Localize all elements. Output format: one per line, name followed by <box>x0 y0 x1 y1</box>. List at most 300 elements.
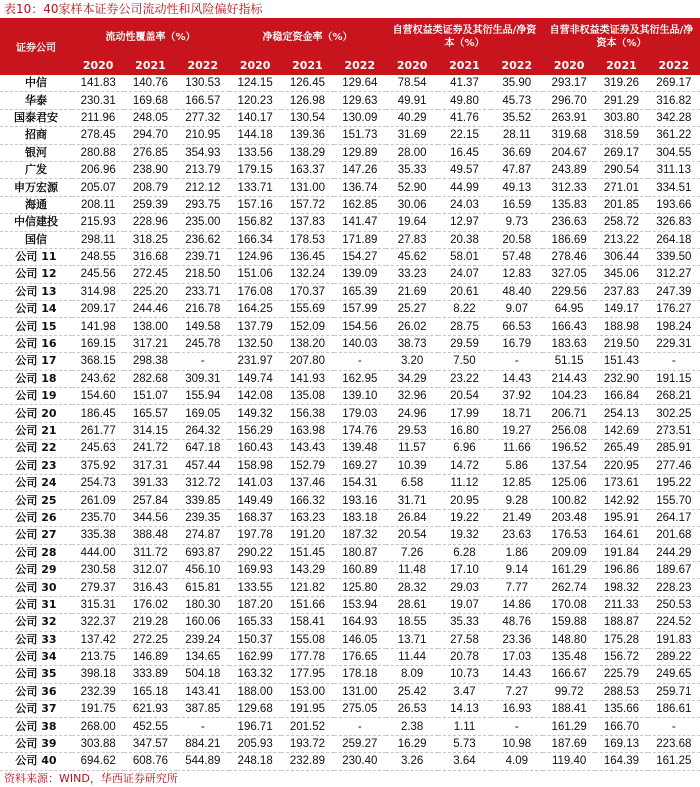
company-name: 申万宏源 <box>0 179 72 196</box>
table-cell: 229.31 <box>648 335 700 352</box>
table-cell: 45.73 <box>491 92 543 109</box>
table-cell: 136.74 <box>334 179 386 196</box>
table-cell: 133.56 <box>229 144 281 161</box>
year-header: 2022 <box>177 56 229 75</box>
table-cell: 136.45 <box>281 248 333 265</box>
table-cell: 165.33 <box>229 614 281 631</box>
company-name: 公司 32 <box>0 614 72 631</box>
table-cell: 318.59 <box>595 127 647 144</box>
table-cell: 319.68 <box>543 127 595 144</box>
table-cell: 387.85 <box>177 701 229 718</box>
company-name: 公司 33 <box>0 631 72 648</box>
table-cell: 243.62 <box>72 370 124 387</box>
company-name: 公司 38 <box>0 718 72 735</box>
table-cell: 155.08 <box>281 631 333 648</box>
table-cell: 129.89 <box>334 144 386 161</box>
table-cell: 135.83 <box>543 196 595 213</box>
table-cell: 188.98 <box>595 318 647 335</box>
table-cell: 230.40 <box>334 753 386 770</box>
table-cell: 261.77 <box>72 422 124 439</box>
table-cell: 239.24 <box>177 631 229 648</box>
table-cell: 214.43 <box>543 370 595 387</box>
company-name: 公司 29 <box>0 561 72 578</box>
table-cell: 280.88 <box>72 144 124 161</box>
company-name: 公司 13 <box>0 283 72 300</box>
table-cell: 314.98 <box>72 283 124 300</box>
table-cell: 3.26 <box>386 753 438 770</box>
table-cell: 261.09 <box>72 492 124 509</box>
table-row <box>0 422 700 439</box>
table-cell: 20.54 <box>438 388 490 405</box>
table-cell: 26.53 <box>386 701 438 718</box>
table-cell: 45.62 <box>386 248 438 265</box>
table-cell: 169.68 <box>124 92 176 109</box>
table-cell: 608.76 <box>124 753 176 770</box>
table-cell: 130.09 <box>334 109 386 126</box>
table-cell: 179.15 <box>229 161 281 178</box>
table-cell: 150.37 <box>229 631 281 648</box>
group-header-nonequity-ratio: 自营非权益类证券及其衍生品/净资本（%） <box>543 18 700 56</box>
table-cell: 166.32 <box>281 492 333 509</box>
table-cell: 254.73 <box>72 474 124 491</box>
year-header: 2020 <box>229 56 281 75</box>
table-cell: 178.18 <box>334 666 386 683</box>
table-cell: 155.70 <box>648 492 700 509</box>
table-cell: 17.10 <box>438 561 490 578</box>
table-cell: 175.28 <box>595 631 647 648</box>
table-cell: 140.03 <box>334 335 386 352</box>
table-cell: 23.36 <box>491 631 543 648</box>
table-cell: 164.39 <box>595 753 647 770</box>
company-name: 公司 25 <box>0 492 72 509</box>
table-cell: 186.45 <box>72 405 124 422</box>
group-header-equity-ratio: 自营权益类证券及其衍生品/净资本（%） <box>386 18 543 56</box>
table-cell: 456.10 <box>177 561 229 578</box>
table-cell: 161.29 <box>543 718 595 735</box>
table-cell: 20.54 <box>386 527 438 544</box>
table-cell: 126.45 <box>281 75 333 92</box>
table-cell: 169.27 <box>334 457 386 474</box>
table-cell: 66.53 <box>491 318 543 335</box>
table-cell: 49.13 <box>491 179 543 196</box>
table-cell: 316.68 <box>124 248 176 265</box>
table-cell: 191.75 <box>72 701 124 718</box>
table-cell: 615.81 <box>177 579 229 596</box>
table-cell: 159.88 <box>543 614 595 631</box>
table-cell: 16.59 <box>491 196 543 213</box>
table-cell: 269.17 <box>648 75 700 92</box>
table-row <box>0 544 700 561</box>
table-cell: 137.42 <box>72 631 124 648</box>
company-name: 公司 19 <box>0 388 72 405</box>
table-cell: 196.71 <box>229 718 281 735</box>
table-cell: 177.78 <box>281 648 333 665</box>
table-cell: 141.47 <box>334 214 386 231</box>
table-row <box>0 735 700 752</box>
table-cell: 132.24 <box>281 266 333 283</box>
table-cell: 203.48 <box>543 509 595 526</box>
table-cell: 22.15 <box>438 127 490 144</box>
table-cell: 52.90 <box>386 179 438 196</box>
table-cell: 20.78 <box>438 648 490 665</box>
table-cell: 143.43 <box>281 440 333 457</box>
table-cell: 211.33 <box>595 596 647 613</box>
table-cell: 201.52 <box>281 718 333 735</box>
table-title: 表10：40家样本证券公司流动性和风险偏好指标 <box>4 2 263 16</box>
table-cell: 193.66 <box>648 196 700 213</box>
table-cell: 198.24 <box>648 318 700 335</box>
company-name: 公司 20 <box>0 405 72 422</box>
company-name: 公司 18 <box>0 370 72 387</box>
table-row <box>0 161 700 178</box>
table-cell: 335.38 <box>72 527 124 544</box>
table-cell: 288.53 <box>595 683 647 700</box>
table-row <box>0 196 700 213</box>
table-cell: 230.31 <box>72 92 124 109</box>
table-cell: 143.41 <box>177 683 229 700</box>
table-cell: 8.22 <box>438 301 490 318</box>
table-cell: 151.07 <box>124 388 176 405</box>
table-cell: 186.61 <box>648 701 700 718</box>
table-row <box>0 144 700 161</box>
table-cell: 368.15 <box>72 353 124 370</box>
table-cell: 124.96 <box>229 248 281 265</box>
table-cell: 208.79 <box>124 179 176 196</box>
group-header-nsfr: 净稳定资金率（%） <box>229 18 386 56</box>
company-name: 公司 17 <box>0 353 72 370</box>
table-cell: 176.65 <box>334 648 386 665</box>
table-cell: 265.49 <box>595 440 647 457</box>
table-cell: 143.29 <box>281 561 333 578</box>
table-cell: - <box>177 718 229 735</box>
table-cell: 151.73 <box>334 127 386 144</box>
table-cell: 205.07 <box>72 179 124 196</box>
company-name: 公司 11 <box>0 248 72 265</box>
table-cell: 209.09 <box>543 544 595 561</box>
table-cell: 232.90 <box>595 370 647 387</box>
table-cell: 347.57 <box>124 735 176 752</box>
table-cell: 309.31 <box>177 370 229 387</box>
table-cell: 271.01 <box>595 179 647 196</box>
table-cell: 149.49 <box>229 492 281 509</box>
table-cell: 339.85 <box>177 492 229 509</box>
table-cell: 183.18 <box>334 509 386 526</box>
table-row <box>0 231 700 248</box>
table-cell: 163.98 <box>281 422 333 439</box>
table-cell: 137.54 <box>543 457 595 474</box>
table-cell: 268.00 <box>72 718 124 735</box>
table-cell: 9.07 <box>491 301 543 318</box>
table-cell: 17.99 <box>438 405 490 422</box>
table-cell: 333.89 <box>124 666 176 683</box>
table-cell: 317.31 <box>124 457 176 474</box>
table-cell: 155.94 <box>177 388 229 405</box>
table-cell: 165.18 <box>124 683 176 700</box>
company-name: 公司 34 <box>0 648 72 665</box>
table-cell: 236.63 <box>543 214 595 231</box>
table-cell: 125.80 <box>334 579 386 596</box>
table-cell: 170.08 <box>543 596 595 613</box>
table-cell: 188.41 <box>543 701 595 718</box>
table-cell: 11.12 <box>438 474 490 491</box>
table-cell: 241.72 <box>124 440 176 457</box>
year-header: 2021 <box>281 56 333 75</box>
table-cell: 191.95 <box>281 701 333 718</box>
table-cell: 244.29 <box>648 544 700 561</box>
table-cell: 163.32 <box>229 666 281 683</box>
table-cell: 124.15 <box>229 75 281 92</box>
table-cell: 290.22 <box>229 544 281 561</box>
table-cell: 201.85 <box>595 196 647 213</box>
table-cell: 311.13 <box>648 161 700 178</box>
table-cell: 322.37 <box>72 614 124 631</box>
company-name: 公司 12 <box>0 266 72 283</box>
table-cell: 10.39 <box>386 457 438 474</box>
table-cell: 256.08 <box>543 422 595 439</box>
table-cell: 28.61 <box>386 596 438 613</box>
table-cell: - <box>334 353 386 370</box>
table-cell: 57.48 <box>491 248 543 265</box>
table-cell: 24.96 <box>386 405 438 422</box>
table-cell: 239.35 <box>177 509 229 526</box>
table-cell: 204.67 <box>543 144 595 161</box>
table-cell: 327.05 <box>543 266 595 283</box>
table-cell: 5.86 <box>491 457 543 474</box>
table-cell: 119.40 <box>543 753 595 770</box>
table-cell: 14.72 <box>438 457 490 474</box>
table-cell: 29.03 <box>438 579 490 596</box>
table-cell: 245.63 <box>72 440 124 457</box>
table-cell: 191.20 <box>281 527 333 544</box>
table-cell: 294.70 <box>124 127 176 144</box>
table-cell: 129.64 <box>334 75 386 92</box>
table-cell: 245.56 <box>72 266 124 283</box>
table-cell: 2.38 <box>386 718 438 735</box>
table-row <box>0 440 700 457</box>
table-cell: 235.00 <box>177 214 229 231</box>
company-name: 公司 31 <box>0 596 72 613</box>
table-cell: 218.50 <box>177 266 229 283</box>
table-cell: 291.29 <box>595 92 647 109</box>
table-cell: 19.32 <box>438 527 490 544</box>
table-cell: 177.95 <box>281 666 333 683</box>
table-cell: 49.57 <box>438 161 490 178</box>
table-cell: 225.20 <box>124 283 176 300</box>
table-cell: 16.45 <box>438 144 490 161</box>
table-cell: 196.52 <box>543 440 595 457</box>
table-cell: 100.82 <box>543 492 595 509</box>
table-row <box>0 109 700 126</box>
table-cell: 146.05 <box>334 631 386 648</box>
table-cell: 213.75 <box>72 648 124 665</box>
table-cell: 298.38 <box>124 353 176 370</box>
table-row <box>0 75 700 92</box>
table-cell: 162.99 <box>229 648 281 665</box>
table-cell: 25.42 <box>386 683 438 700</box>
table-row <box>0 353 700 370</box>
company-name: 公司 21 <box>0 422 72 439</box>
table-cell: 186.69 <box>543 231 595 248</box>
company-name: 海通 <box>0 196 72 213</box>
table-cell: 48.76 <box>491 614 543 631</box>
table-cell: 27.83 <box>386 231 438 248</box>
table-cell: 197.78 <box>229 527 281 544</box>
table-cell: 11.48 <box>386 561 438 578</box>
company-name: 公司 37 <box>0 701 72 718</box>
table-cell: 277.32 <box>177 109 229 126</box>
table-row <box>0 405 700 422</box>
table-cell: 272.25 <box>124 631 176 648</box>
table-cell: 296.70 <box>543 92 595 109</box>
table-cell: 176.53 <box>543 527 595 544</box>
table-cell: 144.18 <box>229 127 281 144</box>
company-name: 公司 39 <box>0 735 72 752</box>
table-cell: 391.33 <box>124 474 176 491</box>
table-cell: 452.55 <box>124 718 176 735</box>
table-cell: 34.29 <box>386 370 438 387</box>
table-cell: 4.09 <box>491 753 543 770</box>
table-row <box>0 561 700 578</box>
table-cell: 208.11 <box>72 196 124 213</box>
table-cell: 135.08 <box>281 388 333 405</box>
table-cell: 191.83 <box>648 631 700 648</box>
table-cell: 10.98 <box>491 735 543 752</box>
table-cell: 269.17 <box>595 144 647 161</box>
table-cell: 273.51 <box>648 422 700 439</box>
table-cell: 293.75 <box>177 196 229 213</box>
table-cell: 36.69 <box>491 144 543 161</box>
table-cell: 282.68 <box>124 370 176 387</box>
table-cell: 257.84 <box>124 492 176 509</box>
table-cell: 156.82 <box>229 214 281 231</box>
table-cell: 29.53 <box>386 422 438 439</box>
table-cell: 272.45 <box>124 266 176 283</box>
table-cell: 342.28 <box>648 109 700 126</box>
table-cell: 344.56 <box>124 509 176 526</box>
table-cell: 156.38 <box>281 405 333 422</box>
table-cell: 131.00 <box>334 683 386 700</box>
table-cell: 154.27 <box>334 248 386 265</box>
table-cell: 120.23 <box>229 92 281 109</box>
table-cell: 99.72 <box>543 683 595 700</box>
table-cell: 6.96 <box>438 440 490 457</box>
table-cell: 232.89 <box>281 753 333 770</box>
table-cell: 121.82 <box>281 579 333 596</box>
table-cell: 64.95 <box>543 301 595 318</box>
table-cell: 302.25 <box>648 405 700 422</box>
table-cell: 41.76 <box>438 109 490 126</box>
table-cell: 153.00 <box>281 683 333 700</box>
table-cell: 35.52 <box>491 109 543 126</box>
table-cell: 174.76 <box>334 422 386 439</box>
table-cell: 49.80 <box>438 92 490 109</box>
table-cell: 207.80 <box>281 353 333 370</box>
company-name: 公司 16 <box>0 335 72 352</box>
table-cell: 180.30 <box>177 596 229 613</box>
table-cell: 277.46 <box>648 457 700 474</box>
table-cell: 104.23 <box>543 388 595 405</box>
table-cell: 23.63 <box>491 527 543 544</box>
table-cell: 41.37 <box>438 75 490 92</box>
table-row <box>0 127 700 144</box>
table-cell: 375.92 <box>72 457 124 474</box>
table-cell: - <box>491 718 543 735</box>
table-cell: 693.87 <box>177 544 229 561</box>
table-cell: 165.39 <box>334 283 386 300</box>
table-cell: 26.84 <box>386 509 438 526</box>
table-cell: 149.58 <box>177 318 229 335</box>
table-cell: 884.21 <box>177 735 229 752</box>
source-note: 资料来源：WIND，华西证券研究所 <box>4 771 178 785</box>
table-cell: 312.72 <box>177 474 229 491</box>
table-cell: 19.64 <box>386 214 438 231</box>
table-cell: 248.18 <box>229 753 281 770</box>
table-cell: 312.07 <box>124 561 176 578</box>
company-name: 公司 15 <box>0 318 72 335</box>
table-cell: 26.02 <box>386 318 438 335</box>
table-cell: 129.68 <box>229 701 281 718</box>
table-cell: 316.43 <box>124 579 176 596</box>
table-cell: 187.20 <box>229 596 281 613</box>
table-cell: 248.55 <box>72 248 124 265</box>
table-cell: 9.14 <box>491 561 543 578</box>
table-row <box>0 301 700 318</box>
table-cell: 318.25 <box>124 231 176 248</box>
table-cell: 125.06 <box>543 474 595 491</box>
year-header: 2020 <box>543 56 595 75</box>
table-cell: 157.99 <box>334 301 386 318</box>
company-name: 公司 22 <box>0 440 72 457</box>
table-cell: 250.53 <box>648 596 700 613</box>
table-cell: 38.73 <box>386 335 438 352</box>
table-cell: 161.29 <box>543 561 595 578</box>
table-cell: 339.50 <box>648 248 700 265</box>
table-cell: 179.03 <box>334 405 386 422</box>
table-row <box>0 492 700 509</box>
company-name: 公司 23 <box>0 457 72 474</box>
table-cell: 11.44 <box>386 648 438 665</box>
table-cell: 193.72 <box>281 735 333 752</box>
table-cell: 141.83 <box>72 75 124 92</box>
table-cell: 232.39 <box>72 683 124 700</box>
table-cell: 141.93 <box>281 370 333 387</box>
table-cell: 154.31 <box>334 474 386 491</box>
table-cell: 248.05 <box>124 109 176 126</box>
table-cell: 18.71 <box>491 405 543 422</box>
table-cell: 25.27 <box>386 301 438 318</box>
table-cell: 169.15 <box>72 335 124 352</box>
table-cell: 316.82 <box>648 92 700 109</box>
table-cell: - <box>334 718 386 735</box>
table-cell: 135.66 <box>595 701 647 718</box>
table-cell: 262.74 <box>543 579 595 596</box>
table-cell: 160.89 <box>334 561 386 578</box>
table-cell: 14.43 <box>491 370 543 387</box>
table-row <box>0 701 700 718</box>
table-cell: 163.37 <box>281 161 333 178</box>
table-cell: 193.16 <box>334 492 386 509</box>
table-cell: 176.08 <box>229 283 281 300</box>
table-cell: 28.75 <box>438 318 490 335</box>
table-cell: 457.44 <box>177 457 229 474</box>
table-cell: 132.50 <box>229 335 281 352</box>
table-row <box>0 370 700 387</box>
year-header: 2022 <box>491 56 543 75</box>
table-cell: 37.92 <box>491 388 543 405</box>
table-cell: 312.27 <box>648 266 700 283</box>
table-cell: 16.29 <box>386 735 438 752</box>
table-cell: 210.95 <box>177 127 229 144</box>
